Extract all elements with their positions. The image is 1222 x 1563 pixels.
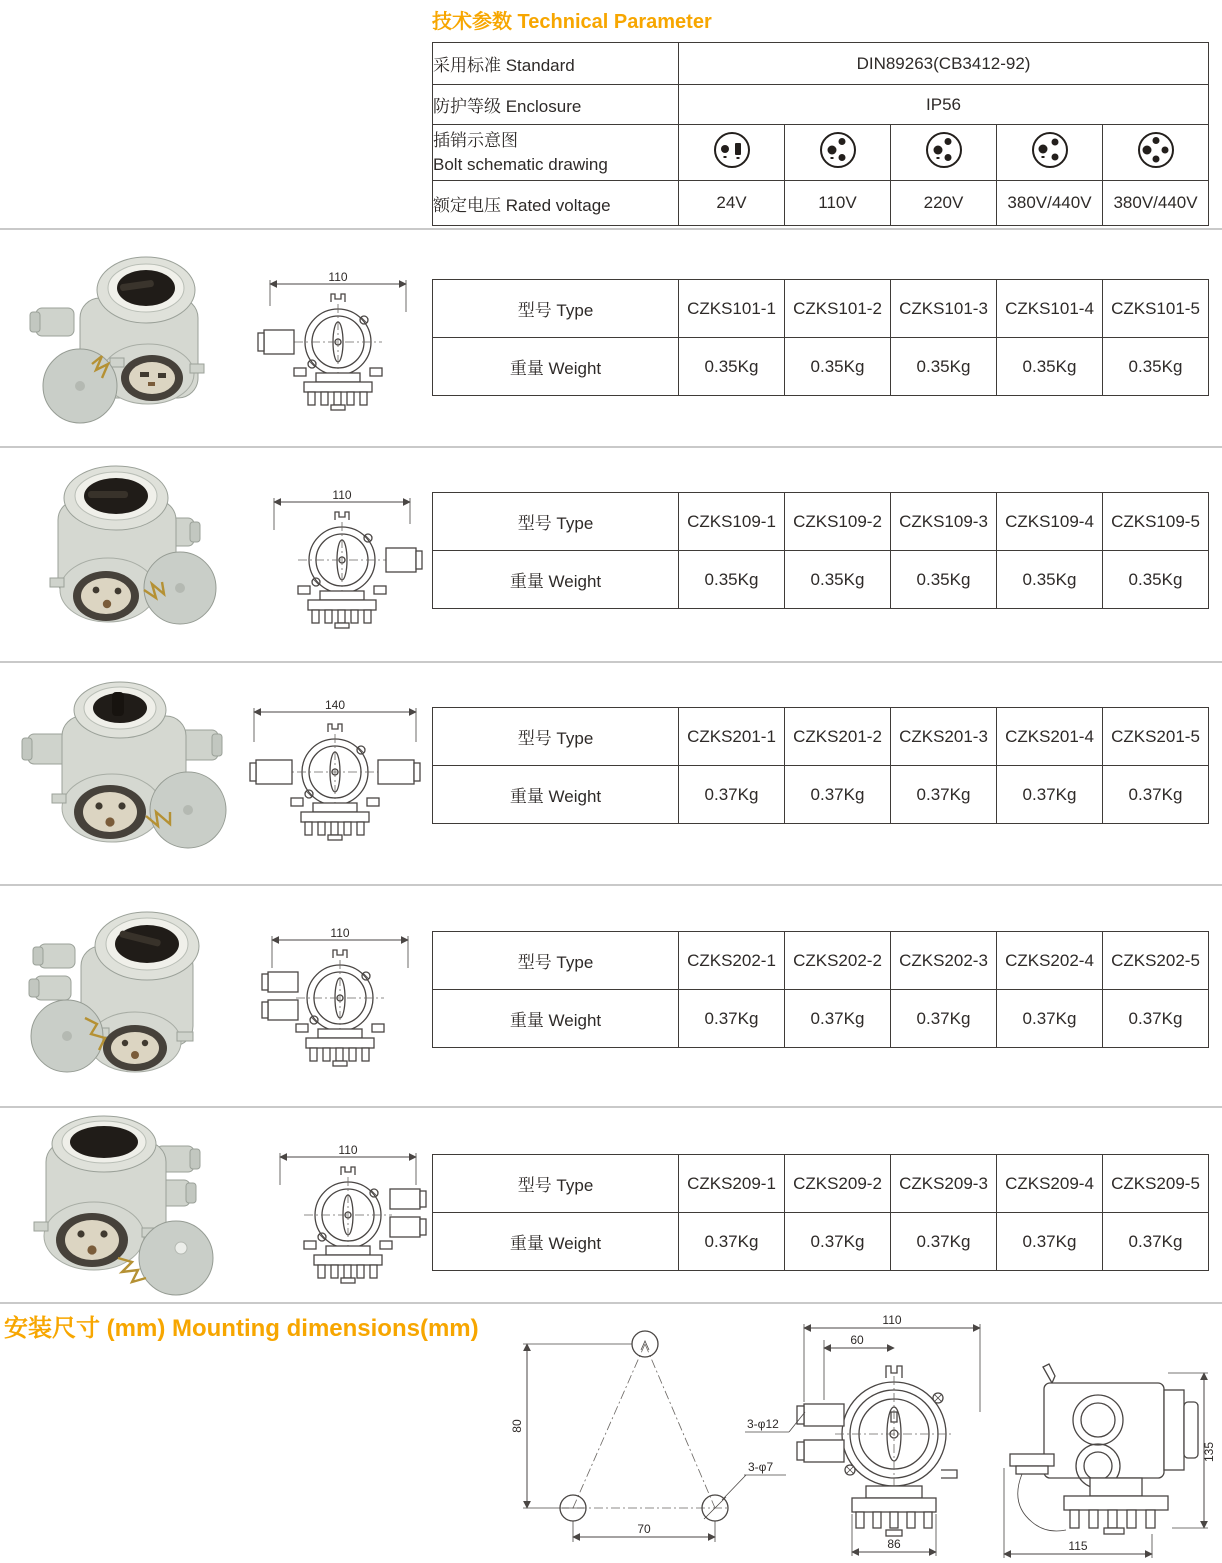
weight-value: 0.35Kg [1103, 338, 1209, 396]
type-value: CZKS209-3 [891, 1155, 997, 1213]
weight-label: 重量 Weight [433, 766, 679, 824]
weight-value: 0.35Kg [891, 551, 997, 609]
type-label: 型号 Type [433, 280, 679, 338]
weight-value: 0.37Kg [891, 766, 997, 824]
type-value: CZKS201-3 [891, 708, 997, 766]
weight-value: 0.37Kg [997, 766, 1103, 824]
voltage-row [433, 181, 1209, 226]
weight-row [433, 990, 1209, 1048]
type-value: CZKS209-4 [997, 1155, 1103, 1213]
tech-parameter-heading: 技术参数 Technical Parameter [432, 11, 712, 33]
dimension-drawing-czks109 [262, 490, 422, 640]
dim-label: 110 [330, 926, 350, 940]
type-value: CZKS109-1 [679, 493, 785, 551]
bolt-3pin-icon [1029, 129, 1071, 171]
type-weight-table-czks202 [432, 931, 1209, 1048]
weight-value: 0.37Kg [1103, 766, 1209, 824]
dim-label: 140 [324, 698, 346, 712]
section-divider [0, 1106, 1222, 1108]
type-value: CZKS201-1 [679, 708, 785, 766]
type-weight-table-czks209 [432, 1154, 1209, 1271]
type-row [433, 1155, 1209, 1213]
weight-value: 0.37Kg [785, 990, 891, 1048]
type-value: CZKS209-5 [1103, 1155, 1209, 1213]
weight-value: 0.35Kg [997, 338, 1103, 396]
type-weight-table-czks101 [432, 279, 1209, 396]
product-photo-czks209 [18, 1118, 233, 1298]
weight-row [433, 1213, 1209, 1271]
dimension-drawing-czks101 [258, 272, 418, 422]
type-row [433, 280, 1209, 338]
standard-label: 采用标准 Standard [433, 43, 679, 85]
dim-label: 70 [637, 1522, 651, 1536]
bolt-2pin-icon [711, 129, 753, 171]
dim-label: 110 [338, 1143, 358, 1157]
weight-value: 0.37Kg [891, 1213, 997, 1271]
type-label: 型号 Type [433, 932, 679, 990]
weight-value: 0.37Kg [1103, 1213, 1209, 1271]
mounting-front-view-drawing [745, 1312, 995, 1563]
dimension-drawing-czks201 [250, 700, 420, 855]
gland-diameter-label: 3-φ12 [747, 1417, 779, 1431]
weight-value: 0.37Kg [679, 1213, 785, 1271]
product-photo-czks202 [25, 902, 230, 1087]
voltage-value: 380V/440V [1103, 181, 1209, 226]
weight-value: 0.35Kg [1103, 551, 1209, 609]
bolt-3pin-icon [817, 129, 859, 171]
weight-value: 0.37Kg [679, 990, 785, 1048]
enclosure-value: IP56 [679, 85, 1209, 125]
type-label: 型号 Type [433, 708, 679, 766]
type-row [433, 493, 1209, 551]
type-value: CZKS101-1 [679, 280, 785, 338]
mounting-side-view-drawing [992, 1328, 1222, 1563]
type-value: CZKS109-4 [997, 493, 1103, 551]
voltage-value: 220V [891, 181, 997, 226]
dim-label: 86 [887, 1537, 901, 1551]
standard-row [433, 43, 1209, 85]
section-divider [0, 1302, 1222, 1304]
type-label: 型号 Type [433, 493, 679, 551]
weight-value: 0.35Kg [997, 551, 1103, 609]
type-value: CZKS101-5 [1103, 280, 1209, 338]
dim-label: 60 [850, 1333, 864, 1347]
weight-row [433, 766, 1209, 824]
dimension-drawing-czks202 [260, 928, 420, 1078]
weight-row [433, 551, 1209, 609]
section-divider [0, 884, 1222, 886]
voltage-value: 110V [785, 181, 891, 226]
weight-value: 0.37Kg [997, 990, 1103, 1048]
dim-label: 135 [1202, 1441, 1216, 1463]
section-divider [0, 661, 1222, 663]
dim-label: 110 [328, 270, 348, 284]
weight-label: 重量 Weight [433, 338, 679, 396]
dim-label: 110 [332, 488, 352, 502]
product-photo-czks109 [28, 460, 233, 638]
weight-value: 0.37Kg [891, 990, 997, 1048]
weight-label: 重量 Weight [433, 551, 679, 609]
type-value: CZKS109-5 [1103, 493, 1209, 551]
weight-value: 0.35Kg [679, 551, 785, 609]
bolt-schematic-label: 插销示意图 Bolt schematic drawing [433, 125, 679, 181]
type-value: CZKS109-2 [785, 493, 891, 551]
standard-value: DIN89263(CB3412-92) [679, 43, 1209, 85]
dim-label: 80 [510, 1419, 524, 1433]
enclosure-label: 防护等级 Enclosure [433, 85, 679, 125]
enclosure-row [433, 85, 1209, 125]
dim-label: 110 [882, 1313, 902, 1327]
type-row [433, 708, 1209, 766]
weight-value: 0.37Kg [1103, 990, 1209, 1048]
type-value: CZKS201-2 [785, 708, 891, 766]
type-value: CZKS202-3 [891, 932, 997, 990]
bolt-4pin-icon [1135, 129, 1177, 171]
weight-value: 0.37Kg [785, 1213, 891, 1271]
section-divider [0, 228, 1222, 230]
dimension-drawing-czks209 [268, 1145, 428, 1295]
type-value: CZKS109-3 [891, 493, 997, 551]
type-weight-table-czks201 [432, 707, 1209, 824]
type-value: CZKS101-3 [891, 280, 997, 338]
mounting-dimensions-heading: 安装尺寸 (mm) Mounting dimensions(mm) [4, 1315, 479, 1342]
type-value: CZKS201-5 [1103, 708, 1209, 766]
dim-label: 115 [1068, 1539, 1088, 1553]
bolt-schematic-row [433, 125, 1209, 181]
type-value: CZKS101-2 [785, 280, 891, 338]
type-value: CZKS201-4 [997, 708, 1103, 766]
type-value: CZKS202-5 [1103, 932, 1209, 990]
voltage-value: 24V [679, 181, 785, 226]
weight-row [433, 338, 1209, 396]
weight-value: 0.35Kg [785, 551, 891, 609]
weight-value: 0.35Kg [891, 338, 997, 396]
weight-value: 0.35Kg [785, 338, 891, 396]
weight-value: 0.35Kg [679, 338, 785, 396]
voltage-label: 额定电压 Rated voltage [433, 181, 679, 226]
hole-diameter-label: 3-φ7 [748, 1460, 774, 1474]
bolt-3pin-icon [923, 129, 965, 171]
type-value: CZKS209-2 [785, 1155, 891, 1213]
type-row [433, 932, 1209, 990]
voltage-value: 380V/440V [997, 181, 1103, 226]
weight-label: 重量 Weight [433, 990, 679, 1048]
section-divider [0, 446, 1222, 448]
weight-value: 0.37Kg [679, 766, 785, 824]
type-label: 型号 Type [433, 1155, 679, 1213]
type-weight-table-czks109 [432, 492, 1209, 609]
type-value: CZKS101-4 [997, 280, 1103, 338]
product-photo-czks201 [20, 676, 235, 861]
type-value: CZKS202-1 [679, 932, 785, 990]
weight-label: 重量 Weight [433, 1213, 679, 1271]
type-value: CZKS202-4 [997, 932, 1103, 990]
type-value: CZKS202-2 [785, 932, 891, 990]
type-value: CZKS209-1 [679, 1155, 785, 1213]
tech-parameter-table [432, 42, 1209, 226]
weight-value: 0.37Kg [997, 1213, 1103, 1271]
weight-value: 0.37Kg [785, 766, 891, 824]
product-photo-czks101 [28, 246, 233, 424]
